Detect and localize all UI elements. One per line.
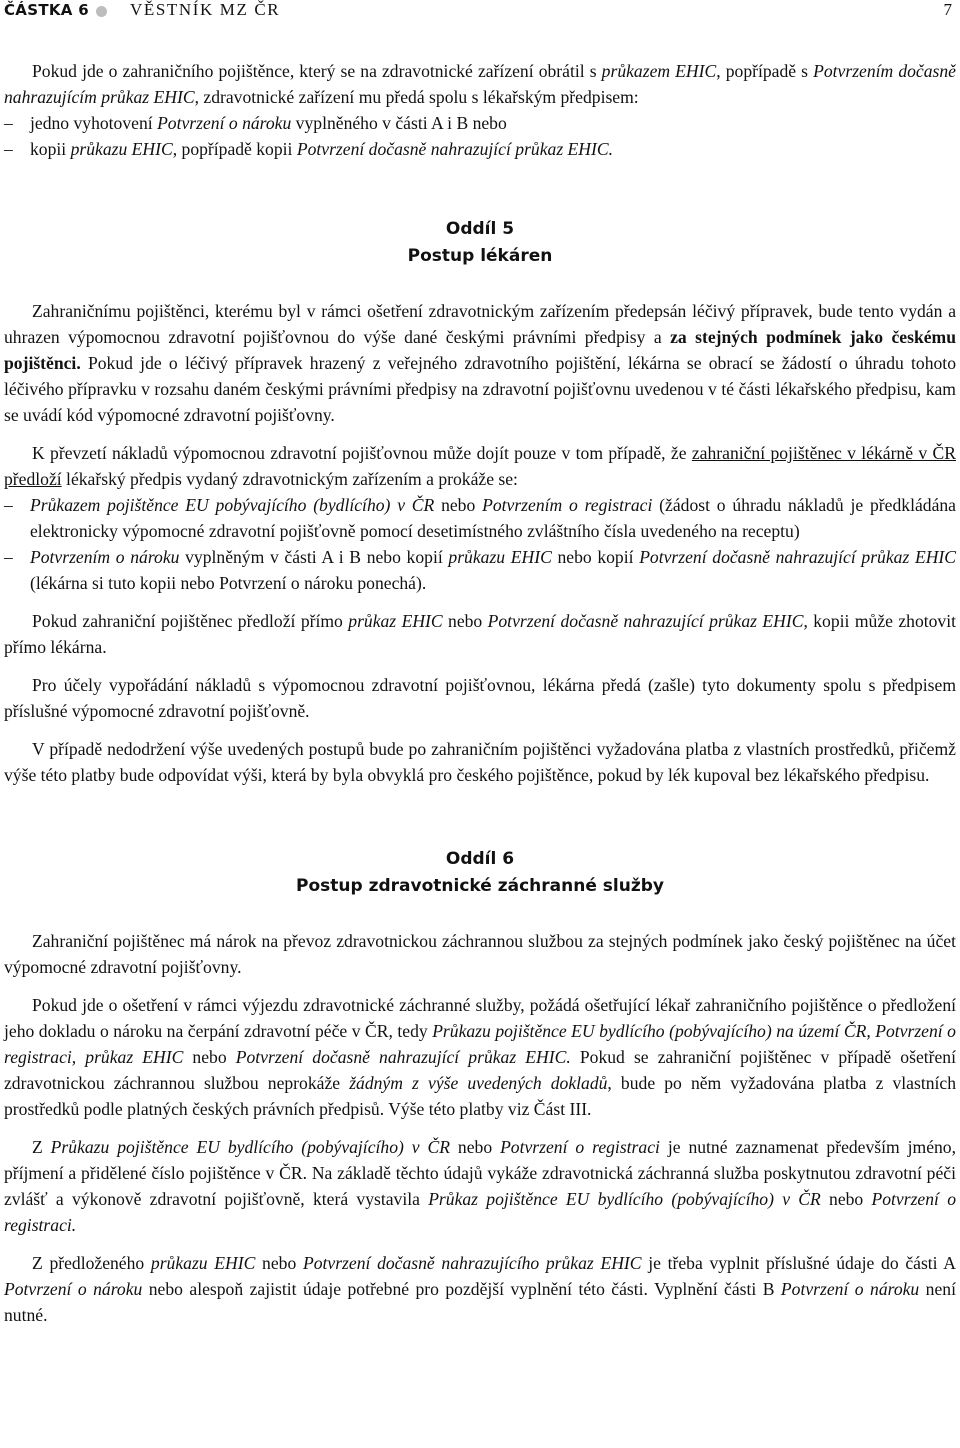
text-run: nebo: [450, 1137, 501, 1157]
text-run: Pokud jde o zahraničního pojištěnce, který se na zdravotnické zařízení obrátil s: [32, 61, 602, 81]
paragraph-lekarny-uhrada: [4, 298, 956, 428]
text-run: (žádost o úhradu nákladů je předkládána elektronicky výpomocné zdravotní pojišťovně pomocí desetimístného zvláštního čísla uvedeného na receptu): [30, 495, 956, 541]
text-run: kopii: [30, 139, 71, 159]
paragraph-vyplnit-udaje: [4, 1250, 956, 1328]
section-5-heading: [4, 216, 956, 270]
dash-item-potvrzeni-o-naroku: [4, 544, 956, 596]
issue-part-label: ČÁSTKA 6: [4, 1, 89, 19]
text-run: jedno vyhotovení: [30, 113, 158, 133]
text-run: (lékárna si tuto kopii nebo Potvrzení o nároku ponechá).: [30, 573, 427, 593]
italic-term: Potvrzení o nároku: [4, 1279, 143, 1299]
text-run: , popřípadě s: [716, 61, 814, 81]
dash-bullet-icon: –: [4, 139, 13, 159]
paragraph-vyporadani-nakladu: [4, 672, 956, 724]
italic-term: Potvrzením o registraci: [482, 495, 653, 515]
text-run: Pokud jde o léčivý přípravek hrazený z veřejného zdravotního pojištění, lékárna se obrací se žádostí o úhradu tohoto léčivého přípravku v rozsahu daném českými právními předpisy na zdravotní pojišťovnu uvedenou v té části lékařského předpisu, kam se uvádí kód výpomocné zdravotní pojišťovny.: [4, 353, 956, 425]
bold-text: za stejných podmínek jako českému pojištěnci.: [4, 327, 956, 373]
italic-term: Potvrzení dočasně nahrazující průkaz EHIC.: [296, 139, 614, 159]
bullet-dot-icon: [96, 6, 107, 17]
underlined-text: zahraniční pojištěnec v lékárně v ČR předloží: [4, 443, 956, 489]
text-run: K převzetí nákladů výpomocnou zdravotní pojišťovnou může dojít pouze v tom případě, že: [32, 443, 692, 463]
section-6-heading: [4, 846, 956, 900]
text-run: nebo: [820, 1189, 872, 1209]
paragraph-zaznamenat-udaje: [4, 1134, 956, 1238]
text-run: Z: [32, 1137, 51, 1157]
journal-title: VĚSTNÍK MZ ČR: [130, 0, 281, 19]
text-run: Zahraničnímu pojištěnci, kterému byl v rámci ošetření zdravotnickým zařízením předepsán léčivý přípravek, bude tento vydán a uhrazen výpomocnou zdravotní pojišťovnou do výše dané českými právními předpisy a: [4, 301, 956, 347]
section-number: Oddíl 6: [445, 849, 515, 869]
text-run: Z předloženého: [32, 1253, 151, 1273]
page-number: 7: [943, 0, 952, 19]
italic-term: průkaz EHIC: [348, 611, 443, 631]
italic-term: Potvrzením o nároku: [30, 547, 180, 567]
dash-bullet-icon: –: [4, 113, 13, 133]
italic-term: Potvrzení dočasně nahrazující průkaz EHIC: [639, 547, 957, 567]
text-run: V případě nedodržení výše uvedených postupů bude po zahraničním pojištěnci vyžadována platba z vlastních prostředků, přičemž výše této platby bude odpovídat výši, která by byla obvyklá pro českého pojištěnce, pokud by lék kupoval bez lékařského předpisu.: [4, 739, 956, 785]
text-run: Pokud se zahraniční pojištěnec v případě ošetření zdravotnickou záchrannou službou neprokáže: [4, 1047, 956, 1093]
section-title: Postup zdravotnické záchranné služby: [296, 876, 664, 896]
paragraph-narok-prevoz: [4, 928, 956, 980]
text-run: není nutné.: [4, 1279, 956, 1325]
italic-term: Průkazu pojištěnce EU bydlícího (pobývajícího) v ČR: [50, 1137, 450, 1157]
text-run: Zahraniční pojištěnec má nárok na převoz zdravotnickou záchrannou službou za stejných podmínek jako český pojištěnec na účet výpomocné zdravotní pojišťovny.: [4, 931, 956, 977]
italic-term: Potvrzení o nároku: [780, 1279, 920, 1299]
text-run: lékařský předpis vydaný zdravotnickým zařízením a prokáže se:: [61, 469, 518, 489]
dash-item-kopie-prukazu: [4, 136, 956, 162]
italic-term: Potvrzení dočasně nahrazujícího průkaz EHIC: [302, 1253, 642, 1273]
paragraph-nedodrzeni-postupu: [4, 736, 956, 788]
text-run: nebo: [255, 1253, 303, 1273]
italic-term: průkazu EHIC: [150, 1253, 256, 1273]
dash-item-potvrzeni-vyhotoveni: [4, 110, 956, 136]
italic-term: Průkazem pojištěnce EU pobývajícího (bydlícího) v ČR: [30, 495, 435, 515]
italic-term: žádným z výše uvedených dokladů: [349, 1073, 608, 1093]
text-run: vyplněného v části A i B nebo: [291, 113, 507, 133]
italic-term: Potvrzení o registraci: [500, 1137, 660, 1157]
text-run: nebo kopií: [551, 547, 640, 567]
text-run: , zdravotnické zařízení mu předá spolu s lékařským předpisem:: [194, 87, 639, 107]
italic-term: Průkaz pojištěnce EU bydlícího (pobývajícího) v ČR: [428, 1189, 821, 1209]
italic-term: Průkazu pojištěnce EU bydlícího (pobývajícího) na území ČR, Potvrzení o registraci, průkaz EHIC: [4, 1021, 956, 1067]
section-title: Postup lékáren: [407, 246, 553, 266]
paragraph-prime-predlozeni: [4, 608, 956, 660]
text-run: , bude po něm vyžadována platba z vlastních prostředků podle platných českých právních předpisů. Výše této platby viz Část III.: [4, 1073, 957, 1119]
italic-term: Potvrzení dočasně nahrazující průkaz EHIC.: [235, 1047, 571, 1067]
paragraph-osetreni-vyjezd: [4, 992, 956, 1122]
italic-term: průkazem EHIC: [601, 61, 717, 81]
dash-bullet-icon: –: [4, 547, 13, 567]
italic-term: průkazu EHIC: [448, 547, 552, 567]
text-run: je třeba vyplnit příslušné údaje do části A: [641, 1253, 957, 1273]
text-run: nebo: [183, 1047, 236, 1067]
page-header: [0, 0, 960, 22]
text-run: nebo alespoň zajistit údaje potřebné pro pozdější vyplnění této části. Vyplnění části B: [142, 1279, 781, 1299]
section-number: Oddíl 5: [445, 219, 515, 239]
text-run: nebo: [442, 611, 488, 631]
italic-term: Potvrzení o nároku: [157, 113, 292, 133]
text-run: je nutné zaznamenat především jméno, příjmení a přidělené číslo pojištěnce v ČR. Na základě těchto údajů vykáže zdravotnická záchranná služba poskytnutou zdravotní péči zvlášť a výkonově zdravotní pojišťovně, která vystavila: [4, 1137, 956, 1209]
paragraph-ehic-intro: [4, 58, 956, 110]
italic-term: Potvrzením dočasně nahrazujícím průkaz EHIC: [4, 61, 956, 107]
text-run: Pokud zahraniční pojištěnec předloží přímo: [32, 611, 349, 631]
italic-term: průkazu EHIC: [70, 139, 173, 159]
document-body: [4, 58, 956, 1340]
text-run: , kopii může zhotovit přímo lékárna.: [4, 611, 956, 657]
paragraph-prevzeti-nakladu: [4, 440, 956, 492]
text-run: nebo: [434, 495, 483, 515]
italic-term: Potvrzení o registraci.: [4, 1189, 956, 1235]
text-run: , popřípadě kopii: [172, 139, 297, 159]
text-run: Pokud jde o ošetření v rámci výjezdu zdravotnické záchranné služby, požádá ošetřující lékař zahraničního pojištěnce o předložení jeho dokladu o nároku na čerpání zdravotní péče v ČR, tedy: [4, 995, 956, 1041]
text-run: Pro účely vypořádání nákladů s výpomocnou zdravotní pojišťovnou, lékárna předá (zašle) tyto dokumenty spolu s předpisem příslušné výpomocné zdravotní pojišťovně.: [4, 675, 956, 721]
text-run: vyplněným v části A i B nebo kopií: [179, 547, 449, 567]
dash-item-prukaz-pojistence-eu: [4, 492, 956, 544]
dash-bullet-icon: –: [4, 495, 13, 515]
italic-term: Potvrzení dočasně nahrazující průkaz EHIC: [487, 611, 804, 631]
